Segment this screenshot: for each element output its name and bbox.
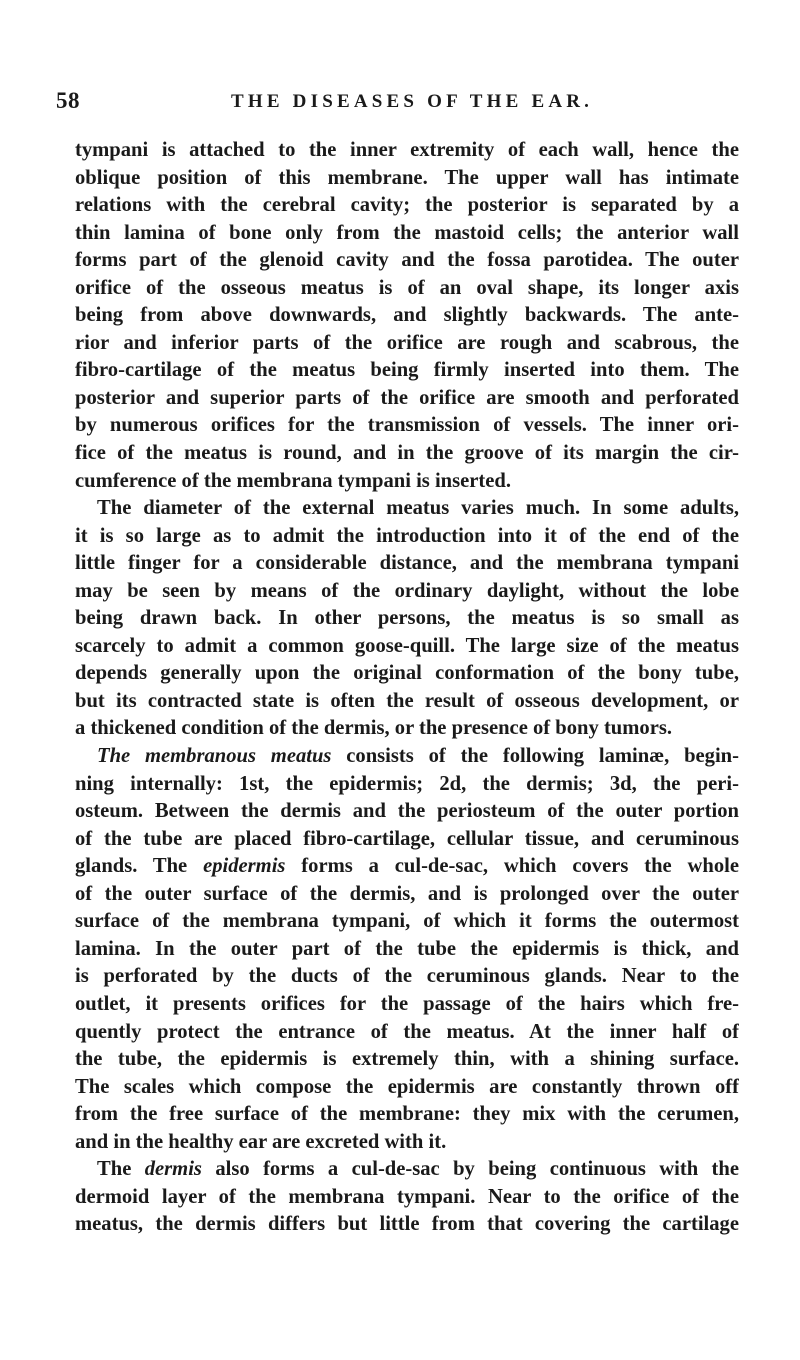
text-line: surface of the membrana tympani, of which it forms the outermost bbox=[75, 910, 739, 933]
text-line: scarcely to admit a common goose-quill. The large size of the meatus bbox=[75, 634, 739, 657]
text-line: is perforated by the ducts of the ceruminous glands. Near to the bbox=[75, 965, 739, 988]
text-line: outlet, it presents orifices for the passage of the hairs which fre- bbox=[75, 992, 739, 1015]
text-line: but its contracted state is often the result of osseous development, or bbox=[75, 689, 739, 712]
text-line: from the free surface of the membrane: they mix with the cerumen, bbox=[75, 1103, 739, 1126]
running-head: THE DISEASES OF THE EAR. bbox=[231, 91, 594, 112]
text-line: a thickened condition of the dermis, or the presence of bony tumors. bbox=[75, 717, 673, 740]
page-header bbox=[56, 88, 746, 118]
text-line: glands. The epidermis forms a cul-de-sac, which covers the whole bbox=[75, 855, 739, 878]
text-line: and in the healthy ear are excreted with it. bbox=[75, 1130, 447, 1153]
text-line: fibro-cartilage of the meatus being firmly inserted into them. The bbox=[75, 359, 739, 382]
text-line: lamina. In the outer part of the tube the epidermis is thick, and bbox=[75, 937, 739, 960]
text-line: osteum. Between the dermis and the periosteum of the outer portion bbox=[75, 800, 739, 823]
italic-term: dermis bbox=[144, 1158, 202, 1181]
text-line: rior and inferior parts of the orifice are rough and scabrous, the bbox=[75, 331, 739, 354]
text-line: being from above downwards, and slightly backwards. The ante- bbox=[75, 304, 739, 327]
text-line: relations with the cerebral cavity; the posterior is separated by a bbox=[75, 194, 739, 217]
text-line: may be seen by means of the ordinary daylight, without the lobe bbox=[75, 579, 739, 602]
text-line: cumference of the membrana tympani is inserted. bbox=[75, 469, 512, 492]
text-line: posterior and superior parts of the orifice are smooth and perforated bbox=[75, 386, 739, 409]
text-line: tympani is attached to the inner extremity of each wall, hence the bbox=[75, 139, 739, 161]
text-line: by numerous orifices for the transmission of vessels. The inner ori- bbox=[75, 414, 739, 437]
italic-term: epidermis bbox=[203, 855, 286, 878]
text-line: The scales which compose the epidermis are constantly thrown off bbox=[75, 1075, 739, 1098]
text-line: meatus, the dermis differs but little from that covering the cartilage bbox=[75, 1213, 739, 1236]
text-line: dermoid layer of the membrana tympani. Near to the orifice of the bbox=[75, 1185, 739, 1208]
text-line: The diameter of the external meatus varies much. In some adults, bbox=[97, 497, 739, 520]
text-line: oblique position of this membrane. The upper wall has intimate bbox=[75, 166, 739, 189]
text-line: being drawn back. In other persons, the meatus is so small as bbox=[75, 607, 739, 630]
text-line: it is so large as to admit the introduction into it of the end of the bbox=[75, 524, 739, 547]
body-text bbox=[75, 137, 739, 1239]
text-line: thin lamina of bone only from the mastoid cells; the anterior wall bbox=[75, 221, 739, 244]
page-number: 58 bbox=[56, 88, 80, 113]
text-line: little finger for a considerable distance, and the membrana tympani bbox=[75, 552, 739, 575]
text-line: fice of the meatus is round, and in the groove of its margin the cir- bbox=[75, 442, 739, 465]
text-line: of the tube are placed fibro-cartilage, cellular tissue, and ceruminous bbox=[75, 827, 739, 850]
text-line: The dermis also forms a cul-de-sac by being continuous with the bbox=[97, 1158, 739, 1181]
text-line: depends generally upon the original conformation of the bony tube, bbox=[75, 662, 739, 685]
text-line: of the outer surface of the dermis, and is prolonged over the outer bbox=[75, 882, 739, 905]
text-line: the tube, the epidermis is extremely thin, with a shining surface. bbox=[75, 1048, 739, 1071]
text-line: quently protect the entrance of the meatus. At the inner half of bbox=[75, 1020, 739, 1043]
text-line: ning internally: 1st, the epidermis; 2d, the dermis; 3d, the peri- bbox=[75, 772, 739, 795]
text-line: orifice of the osseous meatus is of an oval shape, its longer axis bbox=[75, 276, 739, 299]
italic-term: The membranous meatus bbox=[97, 745, 332, 768]
text-line: forms part of the glenoid cavity and the fossa parotidea. The outer bbox=[75, 249, 739, 272]
text-line: The membranous meatus consists of the following laminæ, begin- bbox=[97, 745, 739, 768]
